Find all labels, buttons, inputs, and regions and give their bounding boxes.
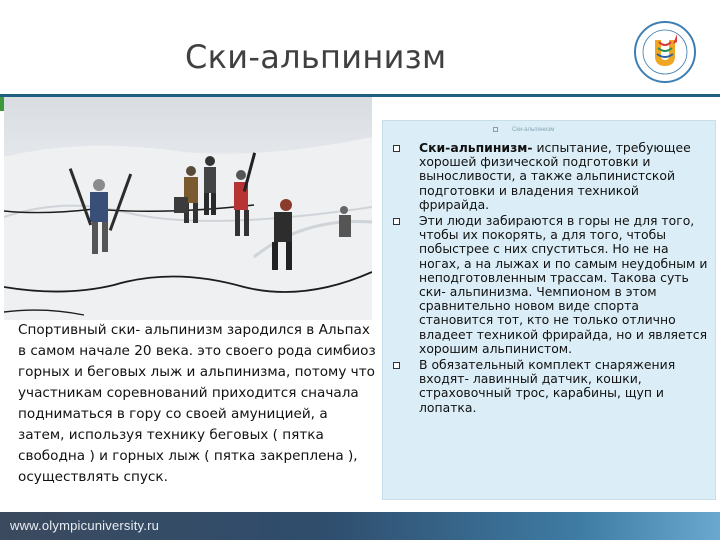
square-bullet-icon	[393, 218, 400, 225]
bullet-text: испытание, требующее хорошей физической подготовки и выносливости, а также альпинистской подготовки и владения техникой фрирайда.	[419, 140, 691, 212]
panel-subheading-text: Ски-альпинизм	[512, 127, 555, 134]
bullet-text: Эти люди забираются в горы не для того, чтобы их покорять, а для того, чтобы побыстрее с них спуститься. Но не на ногах, а на лыжах и по самым неудобным и неподготовленным трассам. Такова суть ски- альпинизма. Чемпионом в этом сравнительно новом виде спорта становится тот, кто не только отлично владеет техникой фрирайда, но и является хорошим альпинистом.	[419, 213, 708, 356]
ski-mountaineers-photo	[4, 97, 372, 320]
bullet-item	[391, 214, 709, 356]
panel-subheading	[493, 127, 554, 133]
bullet-bold: Ски-альпинизм-	[419, 140, 533, 155]
bullet-text: В обязательный комплект снаряжения входят- лавинный датчик, кошки, страховочный трос, карабины, щуп и лопатка.	[419, 357, 676, 415]
olympic-university-logo-icon	[633, 20, 697, 84]
info-panel	[382, 120, 716, 500]
footer-url[interactable]: www.olympicuniversity.ru	[10, 518, 160, 533]
square-bullet-icon	[493, 127, 498, 132]
square-bullet-icon	[393, 362, 400, 369]
bullet-list	[391, 141, 709, 417]
intro-caption: Спортивный ски- альпинизм зародился в Альпах в самом начале 20 века. это своего рода симбиоз горных и беговых лыж и альпинизма, потому что участникам соревнований приходится сначала подниматься в гору со своей амуницией, а затем, используя технику беговых ( пятка свободна ) и горных лыж ( пятка закреплена ), осуществлять спуск.	[18, 322, 376, 485]
footer-bar	[0, 512, 720, 540]
square-bullet-icon	[393, 145, 400, 152]
bullet-item	[391, 141, 709, 212]
slide-title: Ски-альпинизм	[185, 38, 447, 76]
bullet-item	[391, 358, 709, 415]
